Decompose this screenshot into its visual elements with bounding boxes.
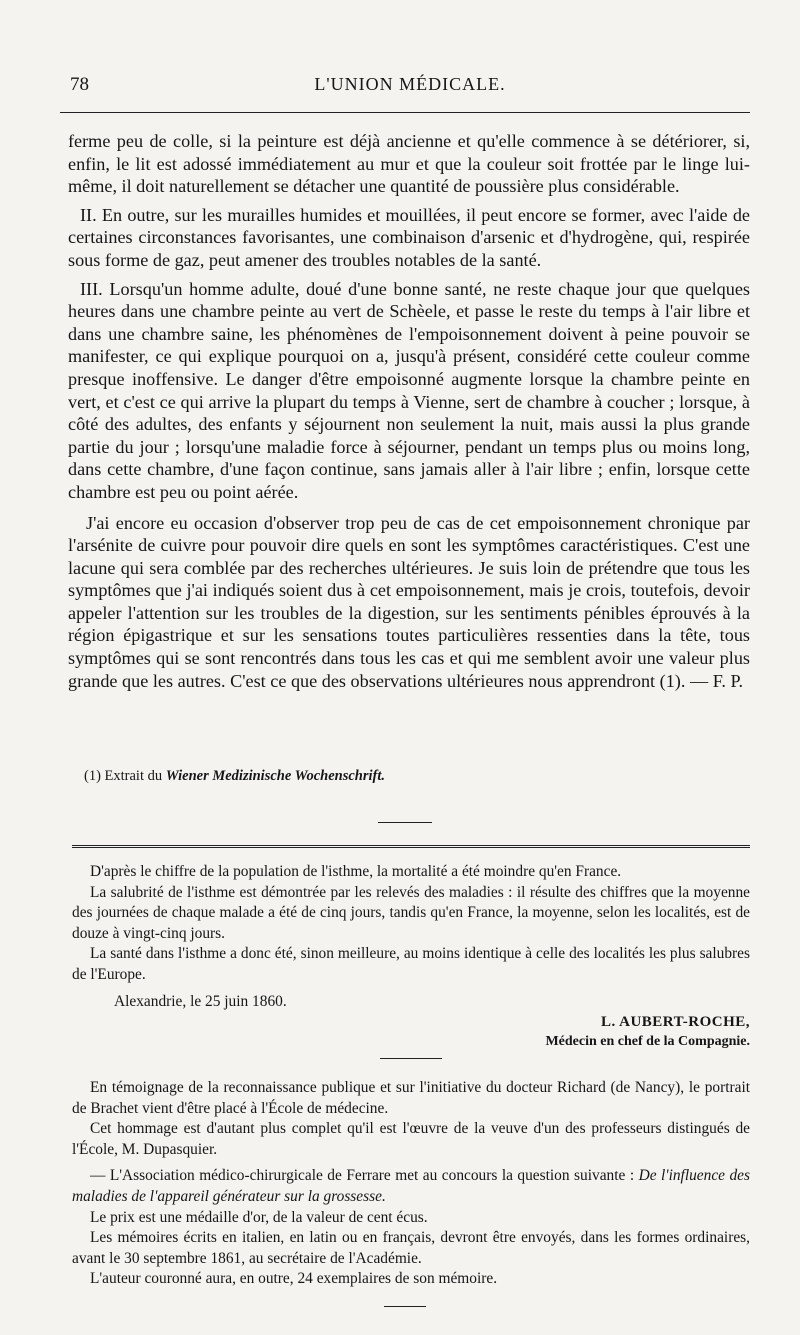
news-paragraph-1: En témoignage de la reconnaissance publique et sur l'initiative du docteur Richard (de Nancy), le portrait de Brachet vient d'être placé à l'École de médecine. [72, 1079, 750, 1117]
article-body [68, 130, 750, 692]
footnote [84, 768, 684, 785]
signature-role: Médecin en chef de la Compagnie. [545, 1034, 750, 1050]
news-paragraph-3 [72, 1166, 750, 1207]
news-paragraph-4: Le prix est une médaille d'or, de la valeur de cent écus. [90, 1208, 428, 1226]
footnote-prefix: (1) Extrait du [84, 768, 166, 784]
news-paragraph-6: L'auteur couronné aura, en outre, 24 exemplaires de son mémoire. [90, 1270, 498, 1288]
news-separator [380, 1058, 442, 1059]
article-paragraph-1: ferme peu de colle, si la peinture est déjà ancienne et qu'elle commence à se détériorer, si, enfin, le lit est adossé immédiatement au mur et que la couleur soit frottée par le linge lui-même, il doit naturellement se détacher une quantité de poussière plus considérable. [68, 131, 750, 197]
news-paragraph-5: Les mémoires écrits en italien, en latin ou en français, devront être envoyés, dans les formes ordinaires, avant le 30 septembre 1861, au secrétaire de l'Académie. [72, 1229, 750, 1267]
news-paragraph-2: Cet hommage est d'autant plus complet qu'il est l'œuvre de la veuve d'un des professeurs distingués de l'École, M. Dupasquier. [72, 1120, 750, 1158]
header-rule [60, 112, 750, 113]
isthme-paragraph-2: La salubrité de l'isthme est démontrée par les relevés des maladies : il résulte des chiffres que la moyenne des journées de chaque malade a été de cinq jours, tandis qu'en France, la moyenne, selon les localités, est de douze à vingt-cinq jours. [72, 883, 750, 942]
dateline: Alexandrie, le 25 juin 1860. [114, 992, 287, 1010]
short-separator [378, 822, 432, 823]
bottom-separator [384, 1306, 426, 1307]
isthme-report [72, 862, 750, 1052]
running-header [70, 74, 750, 104]
contest-question: De l'influence des maladies de l'appareil générateur sur la grossesse. [72, 1167, 750, 1205]
article-paragraph-2: II. En outre, sur les murailles humides et mouillées, il peut encore se former, avec l'aide de certaines circonstances favorisantes, une combinaison d'arsenic et d'hydrogène, qui, respirée sous forme de gaz, peut amener des troubles notables de la santé. [68, 204, 750, 270]
page-number: 78 [70, 74, 89, 95]
article-paragraph-3: III. Lorsqu'un homme adulte, doué d'une bonne santé, ne reste chaque jour que quelques heures dans une chambre peinte au vert de Schèele, et passe le reste du temps à l'air libre et dans une chambre saine, les phénomènes de l'empoisonnement doivent à peine pouvoir se manifester, ce qui explique pourquoi on a, jusqu'à présent, considéré cette couleur comme presque inoffensive. Le danger d'être empoisonné augmente lorsque la chambre peinte en vert, et c'est ce qui arrive la plupart du temps à Vienne, sert de chambre à coucher ; lorsque, à côté des adultes, des enfants y séjournent non seulement la nuit, mais aussi la plus grande partie du jour ; lorsqu'une maladie force à séjourner, pendant un temps plus ou moins long, dans cette chambre, d'une façon continue, sans jamais aller à l'air libre ; enfin, lorsque cette chambre est peu ou point aérée. [68, 278, 750, 502]
section-double-rule [72, 845, 750, 850]
isthme-paragraph-1: D'après le chiffre de la population de l'isthme, la mortalité a été moindre qu'en France. [90, 863, 622, 880]
signature-name: L. AUBERT-ROCHE, [600, 1014, 750, 1031]
footnote-source: Wiener Medizinische Wochenschrift. [165, 768, 386, 784]
journal-title: L'UNION MÉDICALE. [314, 74, 506, 94]
news-paragraph-3-text: — L'Association médico-chirurgicale de Ferrare met au concours la question suivante : [90, 1167, 639, 1185]
news-section [72, 1078, 750, 1290]
article-paragraph-4: J'ai encore eu occasion d'observer trop peu de cas de cet empoisonnement chronique par l'arsénite de cuivre pour pouvoir dire quels en sont les symptômes caractéristiques. C'est une lacune qui sera comblée par des recherches ultérieures. Je suis loin de prétendre que tous les symptômes que j'ai indiqués soient dus à cet empoisonnement, mais je crois, toutefois, devoir appeler l'attention sur les troubles de la digestion, sur les sentiments pénibles éprouvés à la région épigastrique et sur les sensations toutes particulières ressenties dans la tête, tous symptômes qui se sont rencontrés dans tous les cas et qui me semblent avoir une valeur plus grande que les autres. C'est ce que des observations ultérieures nous apprendront (1). — F. P. [68, 512, 750, 691]
isthme-paragraph-3: La santé dans l'isthme a donc été, sinon meilleure, au moins identique à celle des localités les plus salubres de l'Europe. [72, 945, 750, 983]
signature [72, 1012, 750, 1052]
